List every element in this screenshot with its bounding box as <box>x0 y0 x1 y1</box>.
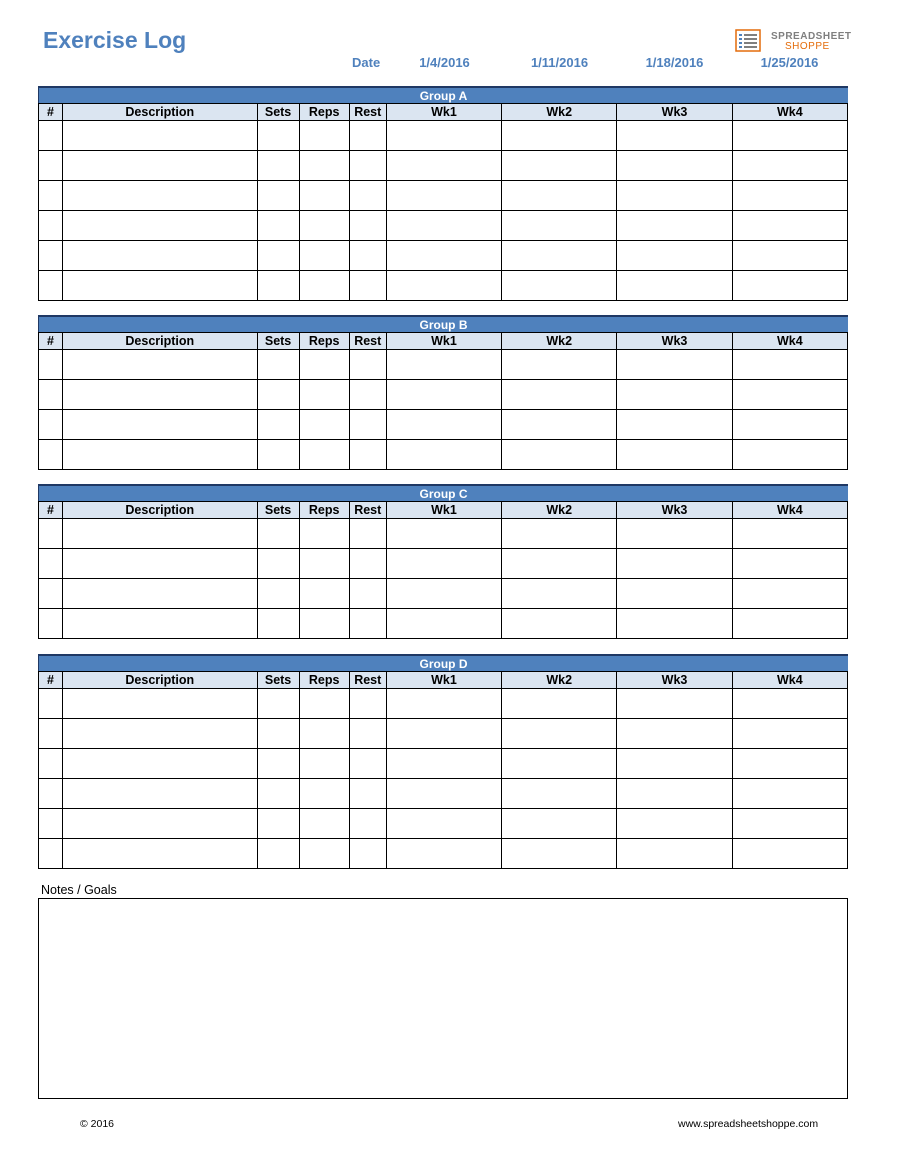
table-cell[interactable] <box>63 410 257 440</box>
table-cell[interactable] <box>502 211 617 241</box>
table-cell[interactable] <box>617 440 732 470</box>
table-cell[interactable] <box>299 121 349 151</box>
table-cell[interactable] <box>349 519 386 549</box>
table-cell[interactable] <box>63 151 257 181</box>
column-header: Sets <box>257 672 299 689</box>
table-cell[interactable] <box>39 181 63 211</box>
group-title: Group A <box>38 86 848 103</box>
table-cell[interactable] <box>617 181 732 211</box>
table-cell[interactable] <box>349 440 386 470</box>
table-cell[interactable] <box>349 211 386 241</box>
table-cell[interactable] <box>299 151 349 181</box>
table-cell[interactable] <box>39 719 63 749</box>
table-cell[interactable] <box>502 749 617 779</box>
table-cell[interactable] <box>299 579 349 609</box>
column-header: Wk1 <box>386 502 501 519</box>
table-cell[interactable] <box>349 380 386 410</box>
table-cell[interactable] <box>257 779 299 809</box>
column-header: Description <box>63 104 257 121</box>
column-header: Wk2 <box>502 502 617 519</box>
column-header: Reps <box>299 672 349 689</box>
column-header: Wk3 <box>617 333 732 350</box>
column-header: Description <box>63 502 257 519</box>
table-cell[interactable] <box>386 241 501 271</box>
table-cell[interactable] <box>63 181 257 211</box>
column-header: Reps <box>299 333 349 350</box>
column-header: Wk3 <box>617 104 732 121</box>
table-cell[interactable] <box>39 151 63 181</box>
table-cell[interactable] <box>39 271 63 301</box>
table-cell[interactable] <box>732 121 847 151</box>
table-cell[interactable] <box>299 519 349 549</box>
table-cell[interactable] <box>732 579 847 609</box>
table-cell[interactable] <box>349 719 386 749</box>
table-row <box>39 380 848 410</box>
table-cell[interactable] <box>257 689 299 719</box>
footer-copyright: © 2016 <box>80 1118 115 1130</box>
column-header: Rest <box>349 333 386 350</box>
table-cell[interactable] <box>39 549 63 579</box>
column-header: # <box>39 502 63 519</box>
table-cell[interactable] <box>39 749 63 779</box>
table-cell[interactable] <box>63 839 257 869</box>
table-cell[interactable] <box>257 609 299 639</box>
table-cell[interactable] <box>39 121 63 151</box>
notes-box[interactable] <box>38 898 848 1099</box>
column-header: Sets <box>257 104 299 121</box>
table-cell[interactable] <box>386 211 501 241</box>
table-cell[interactable] <box>502 181 617 211</box>
group-title: Group D <box>38 654 848 671</box>
date-week-3: 1/18/2016 <box>645 55 704 70</box>
table-cell[interactable] <box>63 121 257 151</box>
table-cell[interactable] <box>299 749 349 779</box>
table-cell[interactable] <box>257 809 299 839</box>
table-cell[interactable] <box>349 749 386 779</box>
table-cell[interactable] <box>617 839 732 869</box>
table-cell[interactable] <box>502 151 617 181</box>
table-cell[interactable] <box>299 549 349 579</box>
date-week-4: 1/25/2016 <box>760 55 819 70</box>
table-cell[interactable] <box>386 271 501 301</box>
table-cell[interactable] <box>386 839 501 869</box>
table-cell[interactable] <box>349 809 386 839</box>
table-cell[interactable] <box>386 749 501 779</box>
table-cell[interactable] <box>257 211 299 241</box>
table-cell[interactable] <box>502 839 617 869</box>
column-header: # <box>39 104 63 121</box>
page-title: Exercise Log <box>43 27 187 53</box>
table-cell[interactable] <box>617 271 732 301</box>
table-header-row <box>39 672 848 689</box>
table-row <box>39 809 848 839</box>
table-row <box>39 211 848 241</box>
table-cell[interactable] <box>257 181 299 211</box>
table-cell[interactable] <box>617 719 732 749</box>
table-cell[interactable] <box>386 809 501 839</box>
column-header: Reps <box>299 502 349 519</box>
table-cell[interactable] <box>732 809 847 839</box>
table-cell[interactable] <box>617 689 732 719</box>
table-cell[interactable] <box>732 440 847 470</box>
table-cell[interactable] <box>349 181 386 211</box>
table-cell[interactable] <box>502 549 617 579</box>
column-header: Rest <box>349 104 386 121</box>
table-cell[interactable] <box>617 151 732 181</box>
table-cell[interactable] <box>257 519 299 549</box>
column-header: Sets <box>257 502 299 519</box>
table-cell[interactable] <box>63 749 257 779</box>
table-cell[interactable] <box>732 350 847 380</box>
table-cell[interactable] <box>386 579 501 609</box>
column-header: # <box>39 333 63 350</box>
table-cell[interactable] <box>732 380 847 410</box>
table-cell[interactable] <box>257 549 299 579</box>
table-cell[interactable] <box>299 181 349 211</box>
table-cell[interactable] <box>502 271 617 301</box>
table-cell[interactable] <box>63 440 257 470</box>
exercise-table <box>38 501 848 639</box>
table-cell[interactable] <box>732 779 847 809</box>
table-cell[interactable] <box>732 689 847 719</box>
group-b <box>38 315 848 470</box>
column-header: Wk4 <box>732 333 847 350</box>
table-cell[interactable] <box>502 241 617 271</box>
column-header: Rest <box>349 672 386 689</box>
table-cell[interactable] <box>257 380 299 410</box>
column-header: Wk1 <box>386 104 501 121</box>
table-cell[interactable] <box>502 719 617 749</box>
table-cell[interactable] <box>349 689 386 719</box>
table-cell[interactable] <box>502 779 617 809</box>
table-cell[interactable] <box>63 609 257 639</box>
table-cell[interactable] <box>39 579 63 609</box>
table-row <box>39 440 848 470</box>
column-header: Wk2 <box>502 104 617 121</box>
table-cell[interactable] <box>386 181 501 211</box>
table-cell[interactable] <box>617 809 732 839</box>
table-cell[interactable] <box>39 440 63 470</box>
table-cell[interactable] <box>349 151 386 181</box>
table-cell[interactable] <box>386 440 501 470</box>
table-cell[interactable] <box>299 271 349 301</box>
table-cell[interactable] <box>257 579 299 609</box>
table-cell[interactable] <box>617 350 732 380</box>
column-header: Rest <box>349 502 386 519</box>
table-header-row <box>39 333 848 350</box>
table-cell[interactable] <box>502 689 617 719</box>
table-cell[interactable] <box>299 839 349 869</box>
table-cell[interactable] <box>63 549 257 579</box>
table-row <box>39 749 848 779</box>
table-cell[interactable] <box>299 719 349 749</box>
table-cell[interactable] <box>257 151 299 181</box>
table-header-row <box>39 502 848 519</box>
table-cell[interactable] <box>386 151 501 181</box>
table-cell[interactable] <box>617 609 732 639</box>
table-cell[interactable] <box>299 380 349 410</box>
column-header: Wk2 <box>502 333 617 350</box>
notes-label: Notes / Goals <box>41 883 117 897</box>
table-cell[interactable] <box>63 519 257 549</box>
table-row <box>39 549 848 579</box>
table-row <box>39 689 848 719</box>
table-cell[interactable] <box>617 380 732 410</box>
table-cell[interactable] <box>349 410 386 440</box>
table-cell[interactable] <box>732 609 847 639</box>
logo-text-shoppe: SHOPPE <box>785 41 830 52</box>
table-cell[interactable] <box>349 779 386 809</box>
group-title: Group B <box>38 315 848 332</box>
table-cell[interactable] <box>39 350 63 380</box>
table-cell[interactable] <box>39 809 63 839</box>
group-c <box>38 484 848 639</box>
table-cell[interactable] <box>39 410 63 440</box>
table-cell[interactable] <box>299 440 349 470</box>
table-cell[interactable] <box>732 271 847 301</box>
table-header-row <box>39 104 848 121</box>
table-cell[interactable] <box>386 549 501 579</box>
table-cell[interactable] <box>257 749 299 779</box>
table-cell[interactable] <box>732 211 847 241</box>
table-cell[interactable] <box>349 121 386 151</box>
table-cell[interactable] <box>349 350 386 380</box>
table-cell[interactable] <box>257 271 299 301</box>
table-cell[interactable] <box>732 719 847 749</box>
column-header: Description <box>63 333 257 350</box>
table-cell[interactable] <box>299 241 349 271</box>
logo-text-spreadsheet: SPREADSHEET <box>771 31 852 42</box>
table-cell[interactable] <box>502 809 617 839</box>
table-cell[interactable] <box>39 211 63 241</box>
table-cell[interactable] <box>386 519 501 549</box>
table-row <box>39 579 848 609</box>
table-row <box>39 410 848 440</box>
table-cell[interactable] <box>617 121 732 151</box>
table-cell[interactable] <box>502 609 617 639</box>
table-cell[interactable] <box>732 839 847 869</box>
table-cell[interactable] <box>502 410 617 440</box>
table-cell[interactable] <box>63 350 257 380</box>
table-cell[interactable] <box>732 241 847 271</box>
table-cell[interactable] <box>63 271 257 301</box>
column-header: Wk4 <box>732 502 847 519</box>
column-header: Reps <box>299 104 349 121</box>
date-week-1: 1/4/2016 <box>419 55 470 70</box>
footer-website[interactable]: www.spreadsheetshoppe.com <box>678 1118 819 1130</box>
table-cell[interactable] <box>63 689 257 719</box>
table-cell[interactable] <box>732 410 847 440</box>
column-header: # <box>39 672 63 689</box>
column-header: Wk2 <box>502 672 617 689</box>
table-row <box>39 121 848 151</box>
column-header: Wk4 <box>732 104 847 121</box>
table-cell[interactable] <box>299 809 349 839</box>
table-cell[interactable] <box>617 211 732 241</box>
table-cell[interactable] <box>39 839 63 869</box>
table-cell[interactable] <box>617 519 732 549</box>
table-cell[interactable] <box>299 689 349 719</box>
table-cell[interactable] <box>39 779 63 809</box>
table-cell[interactable] <box>63 241 257 271</box>
table-cell[interactable] <box>39 689 63 719</box>
table-cell[interactable] <box>257 241 299 271</box>
table-cell[interactable] <box>386 350 501 380</box>
table-cell[interactable] <box>386 719 501 749</box>
table-cell[interactable] <box>617 779 732 809</box>
table-cell[interactable] <box>63 809 257 839</box>
table-row <box>39 151 848 181</box>
table-cell[interactable] <box>299 779 349 809</box>
table-cell[interactable] <box>617 749 732 779</box>
table-row <box>39 609 848 639</box>
table-cell[interactable] <box>386 689 501 719</box>
table-cell[interactable] <box>63 380 257 410</box>
table-row <box>39 350 848 380</box>
table-cell[interactable] <box>257 440 299 470</box>
column-header: Description <box>63 672 257 689</box>
table-cell[interactable] <box>386 410 501 440</box>
table-cell[interactable] <box>63 579 257 609</box>
table-cell[interactable] <box>502 380 617 410</box>
table-cell[interactable] <box>299 609 349 639</box>
table-cell[interactable] <box>299 211 349 241</box>
exercise-table <box>38 103 848 301</box>
exercise-table <box>38 671 848 869</box>
column-header: Wk3 <box>617 502 732 519</box>
table-cell[interactable] <box>257 350 299 380</box>
table-cell[interactable] <box>732 151 847 181</box>
table-cell[interactable] <box>502 579 617 609</box>
table-row <box>39 719 848 749</box>
table-cell[interactable] <box>257 121 299 151</box>
table-cell[interactable] <box>39 609 63 639</box>
table-cell[interactable] <box>349 549 386 579</box>
table-cell[interactable] <box>386 609 501 639</box>
group-title: Group C <box>38 484 848 501</box>
table-cell[interactable] <box>732 549 847 579</box>
table-cell[interactable] <box>617 579 732 609</box>
column-header: Wk1 <box>386 672 501 689</box>
column-header: Wk3 <box>617 672 732 689</box>
table-cell[interactable] <box>617 410 732 440</box>
table-cell[interactable] <box>39 380 63 410</box>
column-header: Sets <box>257 333 299 350</box>
table-cell[interactable] <box>257 839 299 869</box>
table-cell[interactable] <box>732 181 847 211</box>
table-row <box>39 519 848 549</box>
table-cell[interactable] <box>63 719 257 749</box>
table-cell[interactable] <box>617 241 732 271</box>
date-week-2: 1/11/2016 <box>530 55 589 70</box>
table-cell[interactable] <box>349 271 386 301</box>
date-label: Date <box>352 55 381 70</box>
spreadsheet-logo-icon <box>733 28 763 54</box>
column-header: Wk1 <box>386 333 501 350</box>
exercise-table <box>38 332 848 470</box>
column-header: Wk4 <box>732 672 847 689</box>
table-cell[interactable] <box>732 749 847 779</box>
table-row <box>39 181 848 211</box>
table-cell[interactable] <box>349 609 386 639</box>
table-row <box>39 241 848 271</box>
table-cell[interactable] <box>63 779 257 809</box>
table-cell[interactable] <box>502 440 617 470</box>
table-cell[interactable] <box>63 211 257 241</box>
group-d <box>38 654 848 869</box>
table-cell[interactable] <box>386 380 501 410</box>
table-cell[interactable] <box>349 241 386 271</box>
table-cell[interactable] <box>502 121 617 151</box>
table-cell[interactable] <box>502 519 617 549</box>
table-cell[interactable] <box>386 121 501 151</box>
table-cell[interactable] <box>257 410 299 440</box>
table-cell[interactable] <box>617 549 732 579</box>
table-cell[interactable] <box>502 350 617 380</box>
table-cell[interactable] <box>39 519 63 549</box>
table-row <box>39 271 848 301</box>
table-cell[interactable] <box>39 241 63 271</box>
table-row <box>39 779 848 809</box>
table-cell[interactable] <box>299 350 349 380</box>
table-cell[interactable] <box>732 519 847 549</box>
table-cell[interactable] <box>349 579 386 609</box>
table-cell[interactable] <box>299 410 349 440</box>
brand-logo <box>733 28 853 54</box>
table-cell[interactable] <box>257 719 299 749</box>
table-cell[interactable] <box>349 839 386 869</box>
group-a <box>38 86 848 301</box>
table-cell[interactable] <box>386 779 501 809</box>
table-row <box>39 839 848 869</box>
